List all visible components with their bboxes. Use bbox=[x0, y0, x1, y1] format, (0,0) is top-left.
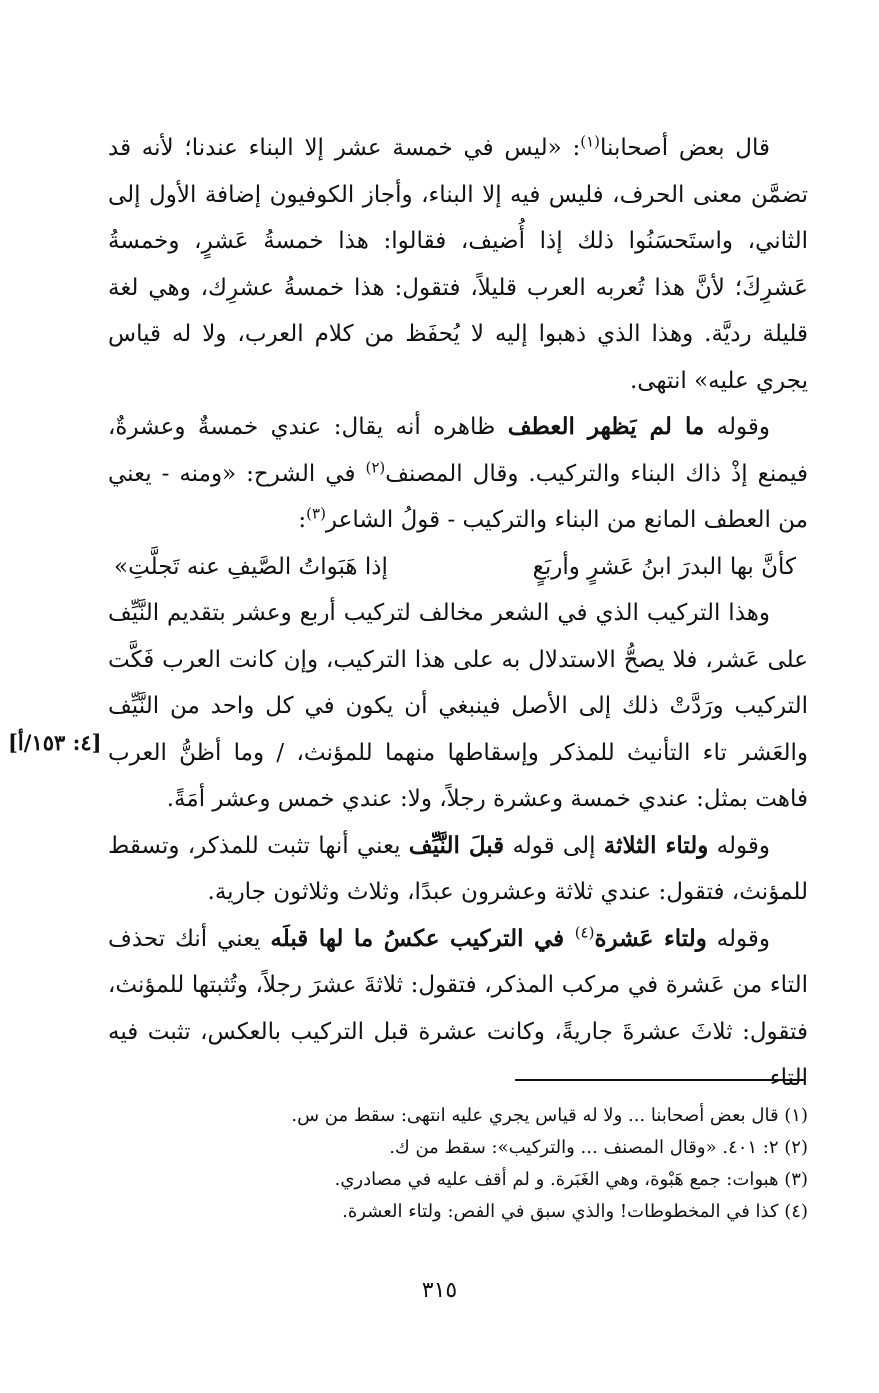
verse-first-hemistich: كأنَّ بها البدرَ ابنُ عَشرٍ وأربَعٍ bbox=[532, 553, 796, 580]
paragraph-2-text-2: في الشرح: «ومنه - يعني من العطف المانع من البناء والتركيب - قولُ الشاعر bbox=[108, 460, 808, 533]
paragraph-5-bold-2: في التركيب عكسُ ما لها قبلَه bbox=[270, 924, 575, 952]
verse-second-hemistich: إذا هَبَواتُ الصَّيفِ عنه تَجلَّتِ» bbox=[114, 553, 388, 580]
footnotes bbox=[200, 1100, 808, 1228]
footnote-ref-2: (٢) bbox=[365, 457, 386, 476]
paragraph-5-bold-1: ولتاء عَشرة bbox=[594, 924, 707, 952]
paragraph-4-lead: وقوله bbox=[708, 832, 770, 859]
paragraph-4-text-2: يعني أنها تثبت للمذكر، وتسقط للمؤنث، فتقول: عندي ثلاثة وعشرون عبدًا، وثلاث وثلاثون جارية. bbox=[108, 832, 808, 905]
paragraph-1-text: قال بعض أصحابنا bbox=[600, 135, 770, 161]
footnote-3: (٣) هبوات: جمع هَبْوة، وهي الغَبَرة. و لم أقف عليه في مصادري. bbox=[334, 1169, 808, 1190]
main-text bbox=[108, 125, 808, 1102]
page-number: ٣١٥ bbox=[421, 1278, 458, 1303]
footnote-4: (٤) كذا في المخطوطات! والذي سبق في الفص: ولتاء العشرة. bbox=[342, 1201, 808, 1222]
footnote-ref-4: (٤) bbox=[574, 922, 595, 941]
paragraph-2 bbox=[108, 404, 808, 544]
footnote-ref-1: (١) bbox=[580, 132, 600, 151]
paragraph-1-rest: : «ليس في خمسة عشر إلا البناء عندنا؛ لأنه قد تضمَّن معنى الحرف، فليس فيه إلا البناء، وأجاز الكوفيون إضافة الأول إلى الثاني، واستَحسَنُوا ذلك إذا أُضيف، فقالوا: هذا خمسةُ عَشرٍ، وخمسةُ عَشرِكَ؛ لأنَّ هذا تُعربه العرب قليلاً، فتقول: هذا خمسةُ عشرِك، وهي لغة قليلة رديَّة. وهذا الذي ذهبوا إليه لا يُحفَظ من كلام العرب، ولا له قياس يجري عليه» انتهى. bbox=[108, 135, 808, 394]
paragraph-3 bbox=[108, 590, 808, 823]
paragraph-5 bbox=[108, 916, 808, 1102]
paragraph-4 bbox=[108, 823, 808, 916]
poem-verse bbox=[108, 544, 808, 591]
footnote-ref-3: (٣) bbox=[306, 504, 326, 523]
manuscript-folio-reference: [٤: ١٥٣/أ] bbox=[8, 730, 102, 755]
paragraph-4-bold-2: قبلَ النَّيِّف bbox=[408, 831, 505, 859]
paragraph-5-text: يعني أنك تحذف التاء من عَشرة في مركب المذكر، فتقول: ثلاثةَ عشرَ رجلاً، وتُثبتها للمؤنث، فتقول: ثلاثَ عشرةَ جاريةً، وكانت عشرة قبل التركيب بالعكس، تثبت فيه التاء bbox=[108, 925, 808, 1091]
paragraph-5-lead: وقوله bbox=[706, 925, 770, 952]
paragraph-2-colon: : bbox=[298, 507, 307, 533]
footnote-1: (١) قال بعض أصحابنا ... ولا له قياس يجري عليه انتهى: سقط من س. bbox=[291, 1105, 808, 1126]
paragraph-3-text: وهذا التركيب الذي في الشعر مخالف لتركيب أربع وعشر بتقديم النَّيِّف على عَشر، فلا يصحُّ الاستدلال به على هذا التركيب، وإن كانت العرب فَكَّت التركيب ورَدَّتْ ذلك إلى الأصل فينبغي أن يكون في كل واحد من النَّيِّف والعَشر تاء التأنيث للمذكر وإسقاطها منهما للمؤنث، / وما أظنُّ العرب فاهت بمثل: عندي خمسة وعشرة رجلاً، ولا: عندي خمس وعشر أمَةً. bbox=[108, 600, 808, 812]
paragraph-2-lead: وقوله bbox=[704, 414, 770, 440]
paragraph-4-bold-1: ولتاء الثلاثة bbox=[603, 831, 709, 859]
paragraph-2-text: ظاهره أنه يقال: عندي خمسةٌ وعشرةٌ، فيمنع إذْ ذاك البناء والتركيب. وقال المصنف bbox=[108, 414, 809, 487]
paragraph-4-text: إلى قوله bbox=[504, 832, 604, 859]
footnote-2: (٢) ٢: ٤٠١. «وقال المصنف ... والتركيب»: سقط من ك. bbox=[389, 1137, 808, 1158]
paragraph-2-bold: ما لم يَظهر العطف bbox=[507, 413, 705, 440]
footnote-divider bbox=[515, 1079, 805, 1081]
paragraph-1 bbox=[108, 125, 808, 404]
